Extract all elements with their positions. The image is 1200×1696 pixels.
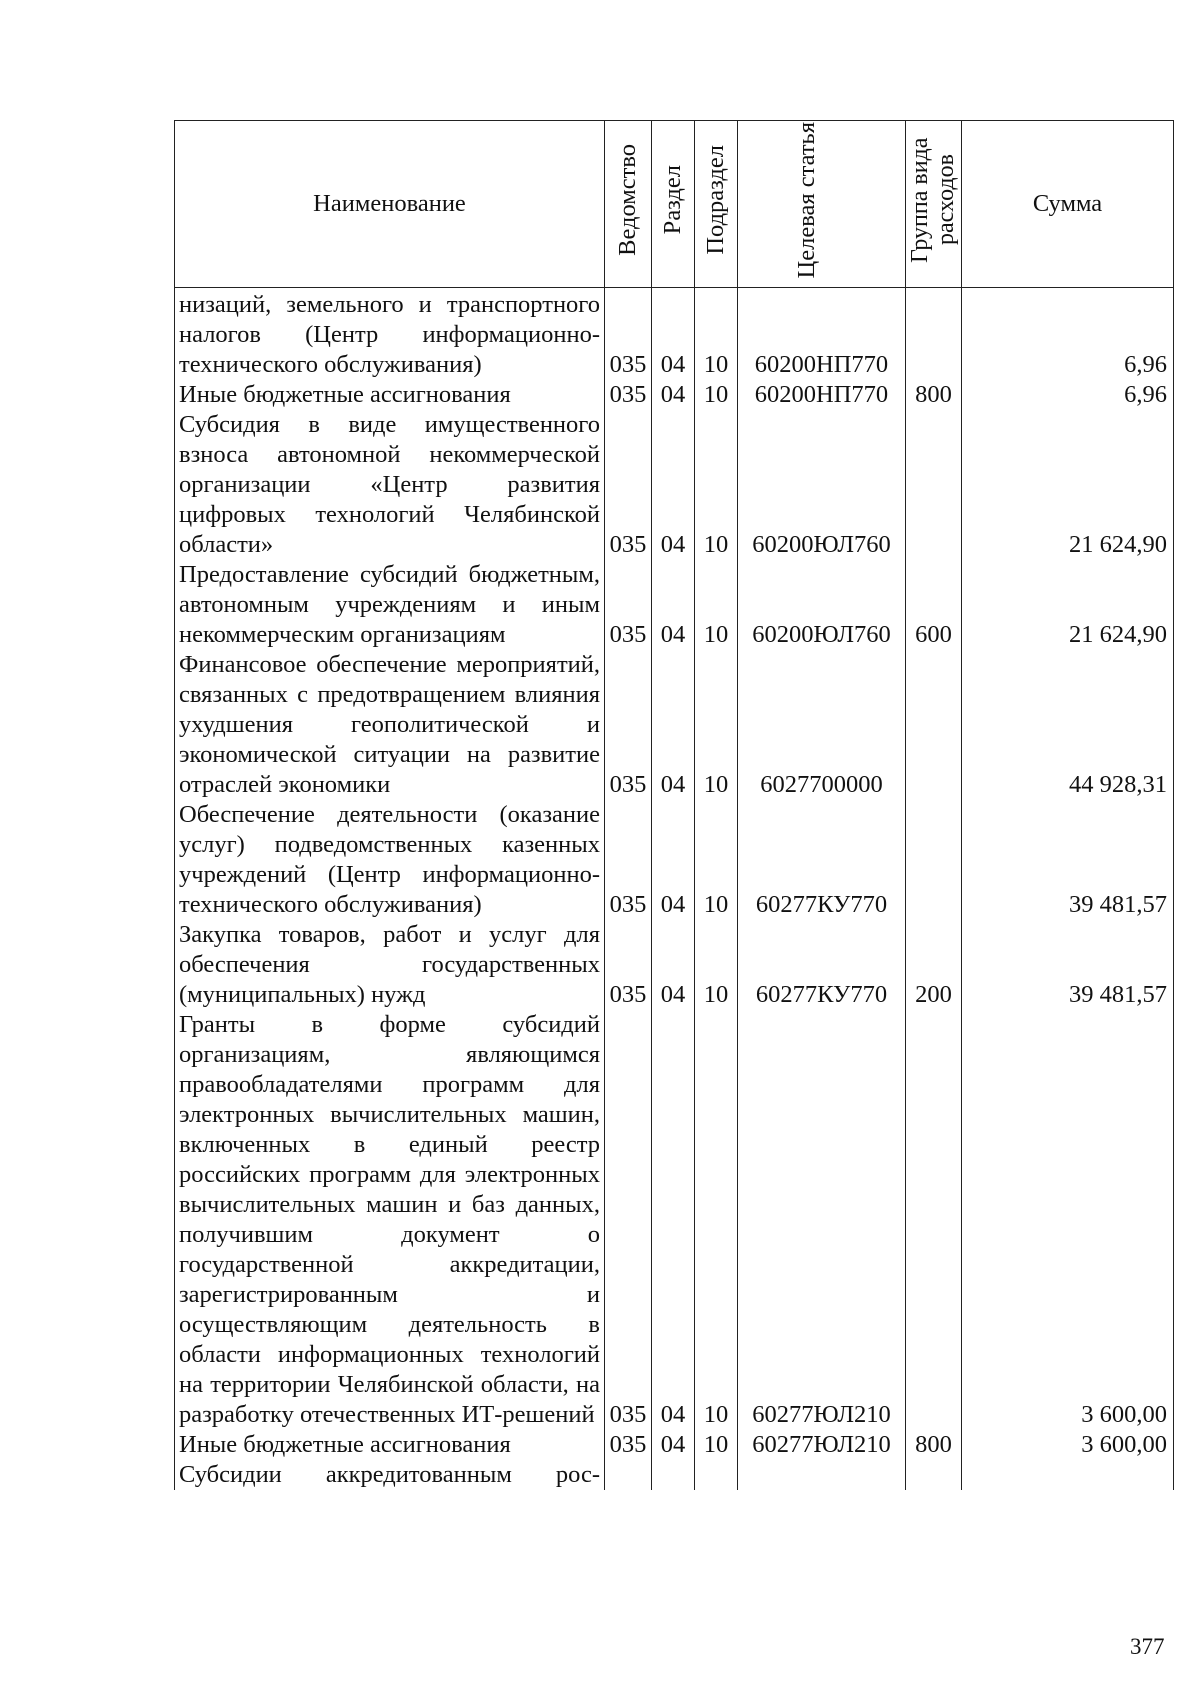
row-podrazdel: 10: [695, 800, 738, 920]
header-summa: Сумма: [962, 121, 1174, 288]
table-row: [175, 650, 1174, 800]
row-podrazdel: 10: [695, 380, 738, 410]
row-name: Обеспечение деятельности (оказание услуг) подведомственных казенных учреждений (Центр информационно-технического обслуживания): [175, 800, 605, 920]
table-row: [175, 380, 1174, 410]
row-podrazdel: 10: [695, 920, 738, 1010]
row-ved: 035: [605, 288, 652, 381]
table-row: [175, 800, 1174, 920]
row-sum: 6,96: [962, 380, 1174, 410]
row-ved: 035: [605, 560, 652, 650]
row-cs: 60200ЮЛ760: [738, 410, 906, 560]
header-gruppa: Группа вида расходов: [906, 121, 962, 288]
table-row: [175, 1430, 1174, 1460]
row-razdel: [652, 1460, 695, 1490]
row-vr: [906, 288, 962, 381]
table-row: [175, 288, 1174, 381]
table-row: [175, 410, 1174, 560]
row-name: низаций, земельного и транспортного налогов (Центр информационно-технического обслуживания): [175, 288, 605, 381]
page-number: 377: [1130, 1634, 1165, 1659]
row-vr: [906, 410, 962, 560]
table-row: [175, 1460, 1174, 1490]
row-ved: 035: [605, 920, 652, 1010]
row-sum: [962, 1460, 1174, 1490]
row-sum: 21 624,90: [962, 410, 1174, 560]
row-sum: 3 600,00: [962, 1430, 1174, 1460]
row-name: Финансовое обеспечение мероприятий, связанных с предотвращением влияния ухудшения геополитической и экономической ситуации на развитие отраслей экономики: [175, 650, 605, 800]
row-sum: 3 600,00: [962, 1010, 1174, 1430]
header-celevaya: Целевая статья: [738, 121, 906, 288]
row-ved: 035: [605, 650, 652, 800]
row-podrazdel: 10: [695, 650, 738, 800]
row-name: Иные бюджетные ассигнования: [175, 1430, 605, 1460]
row-cs: 60277КУ770: [738, 800, 906, 920]
row-ved: 035: [605, 380, 652, 410]
row-podrazdel: 10: [695, 288, 738, 381]
row-cs: 60277ЮЛ210: [738, 1430, 906, 1460]
row-ved: 035: [605, 800, 652, 920]
row-cs: 60200ЮЛ760: [738, 560, 906, 650]
row-razdel: 04: [652, 1430, 695, 1460]
row-sum: 39 481,57: [962, 920, 1174, 1010]
row-sum: 21 624,90: [962, 560, 1174, 650]
row-podrazdel: [695, 1460, 738, 1490]
row-cs: 60200НП770: [738, 288, 906, 381]
row-cs: 60277КУ770: [738, 920, 906, 1010]
row-podrazdel: 10: [695, 1010, 738, 1430]
row-vr: [906, 800, 962, 920]
header-podrazdel: Подраздел: [695, 121, 738, 288]
row-podrazdel: 10: [695, 410, 738, 560]
row-vr: 800: [906, 1430, 962, 1460]
row-name: Гранты в форме субсидий организациям, являющимся правообладателями программ для электронных вычислительных машин, включенных в единый реестр российских программ для электронных вычислительных машин и баз данных, получившим документ о государственной аккредитации, зарегистрированным и осуществляющим деятельность в области информационных технологий на территории Челябинской области, на разработку отечественных ИТ-решений: [175, 1010, 605, 1430]
row-sum: 6,96: [962, 288, 1174, 381]
row-vr: 200: [906, 920, 962, 1010]
budget-table: [174, 120, 1174, 1490]
row-name: Иные бюджетные ассигнования: [175, 380, 605, 410]
row-cs: 6027700000: [738, 650, 906, 800]
row-vr: 800: [906, 380, 962, 410]
row-ved: 035: [605, 1430, 652, 1460]
row-sum: 39 481,57: [962, 800, 1174, 920]
row-cs: 60277ЮЛ210: [738, 1010, 906, 1430]
row-ved: 035: [605, 410, 652, 560]
row-name: Предоставление субсидий бюджетным, автономным учреждениям и иным некоммерческим организациям: [175, 560, 605, 650]
row-podrazdel: 10: [695, 560, 738, 650]
row-cs: 60200НП770: [738, 380, 906, 410]
row-razdel: 04: [652, 288, 695, 381]
row-ved: [605, 1460, 652, 1490]
row-podrazdel: 10: [695, 1430, 738, 1460]
row-vr: [906, 1460, 962, 1490]
table-row: [175, 920, 1174, 1010]
row-name: Закупка товаров, работ и услуг для обеспечения государственных (муниципальных) нужд: [175, 920, 605, 1010]
row-razdel: 04: [652, 920, 695, 1010]
header-vedomstvo: Ведомство: [605, 121, 652, 288]
row-ved: 035: [605, 1010, 652, 1430]
row-razdel: 04: [652, 800, 695, 920]
row-cs: [738, 1460, 906, 1490]
table-row: [175, 560, 1174, 650]
header-name: Наименование: [175, 121, 605, 288]
row-razdel: 04: [652, 650, 695, 800]
row-razdel: 04: [652, 380, 695, 410]
row-razdel: 04: [652, 410, 695, 560]
header-razdel: Раздел: [652, 121, 695, 288]
row-razdel: 04: [652, 560, 695, 650]
row-razdel: 04: [652, 1010, 695, 1430]
row-name: Субсидия в виде имущественного взноса автономной некоммерческой организации «Центр развития цифровых технологий Челябинской области»: [175, 410, 605, 560]
row-vr: [906, 650, 962, 800]
row-name: Субсидии аккредитованным рос-: [175, 1460, 605, 1490]
row-vr: 600: [906, 560, 962, 650]
table-header-row: [175, 121, 1174, 288]
row-vr: [906, 1010, 962, 1430]
table-row: [175, 1010, 1174, 1430]
row-sum: 44 928,31: [962, 650, 1174, 800]
